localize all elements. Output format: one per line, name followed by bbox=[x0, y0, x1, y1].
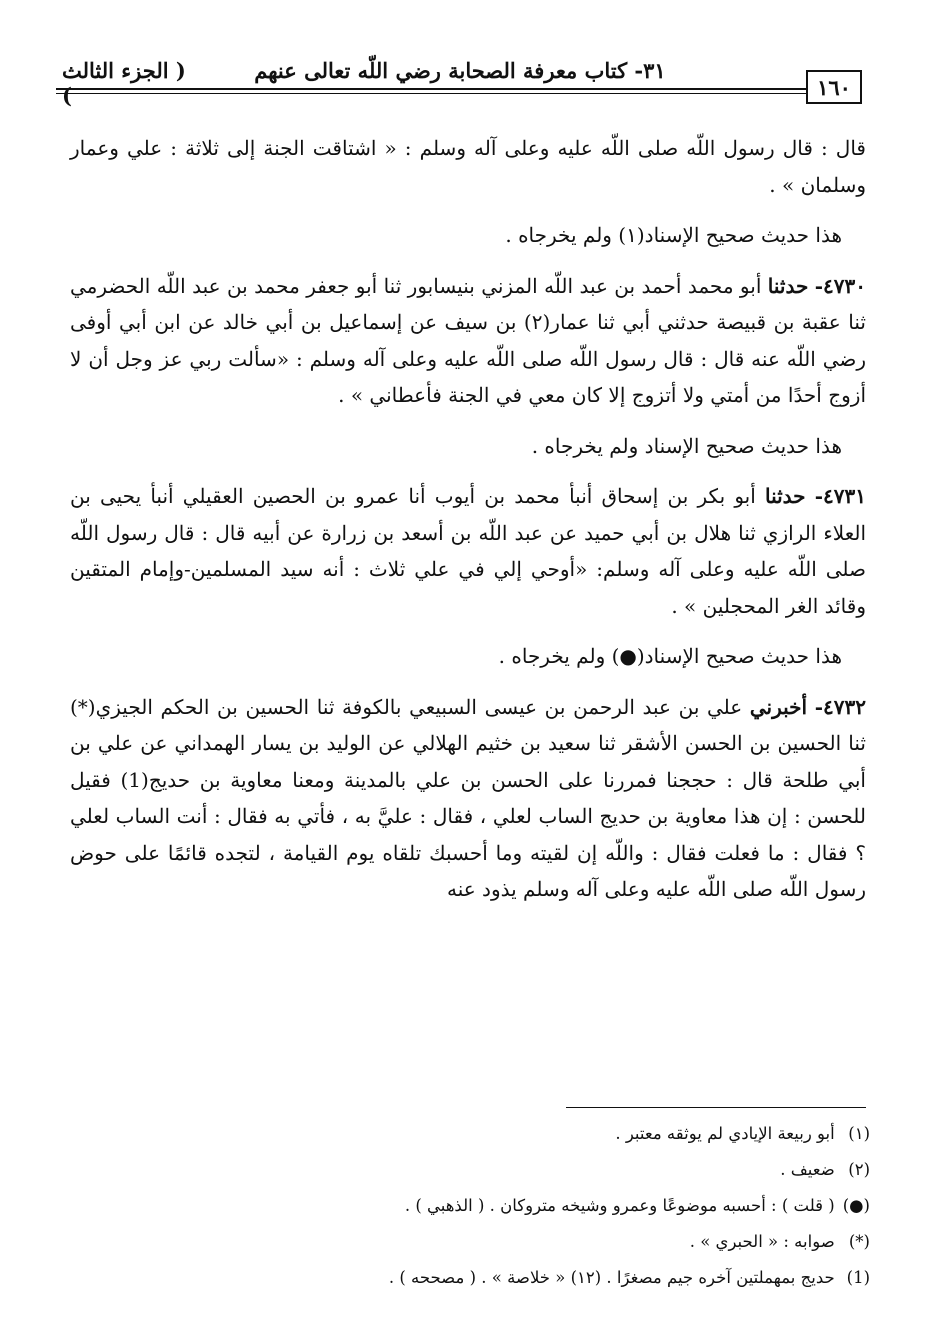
paragraph-continuation: قال : قال رسول اللّه صلى اللّه عليه وعلى آله وسلم : « اشتاقت الجنة إلى ثلاثة : علي وعمار وسلمان » . bbox=[70, 136, 866, 197]
footnote bbox=[250, 1224, 870, 1260]
footnote-text: صوابه : « الحبري » . bbox=[689, 1232, 835, 1251]
page-number: ١٦٠ bbox=[806, 70, 862, 104]
footnotes bbox=[250, 1116, 870, 1296]
hadith-4732 bbox=[70, 689, 866, 908]
header-rule-thin bbox=[56, 93, 808, 94]
hadith-keyword: حدثنا bbox=[767, 273, 809, 298]
hadith-number: ٤٧٣٠- bbox=[814, 273, 866, 298]
footnote-rule bbox=[566, 1107, 866, 1108]
verdict-line: هذا حديث صحيح الإسناد(●) ولم يخرجاه . bbox=[498, 644, 842, 668]
footnote bbox=[250, 1260, 870, 1296]
footnote-text: ( قلت ) : أحسبه موضوعًا وعمرو وشيخه متروكان . ( الذهبي ) . bbox=[404, 1196, 835, 1215]
footnote bbox=[250, 1188, 870, 1224]
footnote-marker: (1) bbox=[846, 1268, 870, 1287]
verdict-line: هذا حديث صحيح الإسناد ولم يخرجاه . bbox=[531, 433, 842, 458]
footnote-marker: (١) bbox=[848, 1124, 870, 1143]
verdict-line: هذا حديث صحيح الإسناد(١) ولم يخرجاه . bbox=[505, 223, 842, 247]
hadith-number: ٤٧٣١- bbox=[814, 484, 866, 508]
book-title: ٣١- كتاب معرفة الصحابة رضي اللّه تعالى عنهم bbox=[254, 58, 666, 83]
hadith-text: علي بن عبد الرحمن بن عيسى السبيعي بالكوفة ثنا الحسين بن الحكم الجيزي(*) ثنا الحسين بن الحسن الأشقر ثنا سعيد بن خثيم الهلالي عن الوليد بن يسار الهمداني عن علي بن أبي طلحة قال : حججنا فمررنا على الحسن بن علي بالمدينة ومعنا معاوية بن حديج(1) فقيل للحسن : إن هذا معاوية بن حديج الساب لعلي ، فقال : عليَّ به ، فأتي به فقال : أنت الساب لعلي ؟ فقال : ما فعلت فقال : واللّه إن لقيته وما أحسبك تلقاه يوم القيامة ، لتجده قائمًا على حوض رسول اللّه صلى اللّه عليه وعلى آله وسلم يذود عنه bbox=[70, 694, 866, 901]
hadith-number: ٤٧٣٢- bbox=[814, 694, 866, 719]
footnote-text: أبو ربيعة الإيادي لم يوثقه معتبر . bbox=[615, 1124, 835, 1143]
main-text bbox=[70, 130, 866, 908]
footnote bbox=[250, 1152, 870, 1188]
footnote-marker: (*) bbox=[848, 1232, 870, 1251]
footnote-text: حديج بمهملتين آخره جيم مصغرًا . (١٢) « خلاصة » . ( مصححه ) . bbox=[388, 1268, 835, 1287]
footnote bbox=[250, 1116, 870, 1152]
hadith-text: أبو بكر بن إسحاق أنبأ محمد بن أيوب أنا عمرو بن الحصين العقيلي أنبأ يحيى بن العلاء الرازي ثنا هلال بن أبي حميد عن عبد اللّه بن أسعد بن زرارة عن أبيه قال : قال رسول اللّه صلى اللّه عليه وعلى آله وسلم: «أوحي إلي في علي ثلاث : أنه سيد المسلمين-وإمام المتقين وقائد الغر المحجلين » . bbox=[70, 484, 866, 618]
footnote-text: ضعيف . bbox=[780, 1160, 835, 1179]
volume-label: ( الجزء الثالث ) bbox=[62, 58, 186, 108]
hadith-4730 bbox=[70, 268, 866, 414]
footnote-marker: (●) bbox=[842, 1196, 870, 1215]
hadith-text: أبو محمد أحمد بن عبد اللّه المزني بنيسابور ثنا أبو جعفر محمد بن عبد اللّه الحضرمي ثنا عقبة بن قبيصة حدثني أبي ثنا عمار(٢) بن سيف عن إسماعيل بن أبي خالد عن ابن أبي أوفى رضي اللّه عنه قال : قال رسول اللّه صلى اللّه عليه وعلى آله وسلم : «سألت ربي عز وجل أن لا أزوج أحدًا من أمتي ولا أتزوج إلا كان معي في الجنة فأعطاني » . bbox=[70, 273, 866, 407]
hadith-keyword: حدثنا bbox=[764, 484, 806, 508]
footnote-marker: (٢) bbox=[848, 1160, 870, 1179]
header-rule bbox=[56, 88, 808, 90]
hadith-keyword: أخبرني bbox=[749, 694, 808, 719]
hadith-4731 bbox=[70, 478, 866, 624]
